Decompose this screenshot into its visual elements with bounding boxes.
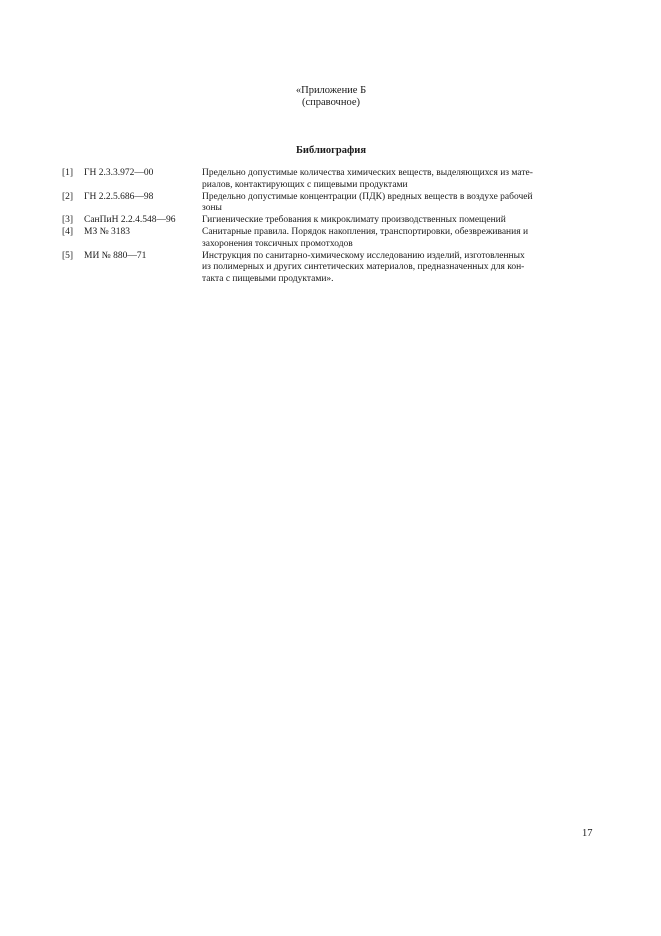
entry-description xyxy=(202,192,600,216)
appendix-title: «Приложение Б xyxy=(295,85,367,96)
entry-number: [4] xyxy=(62,226,74,237)
entry-code: МИ № 880—71 xyxy=(84,250,147,261)
entry-line: Инструкция по санитарно-химическому исследованию изделий, изготовленных xyxy=(202,250,525,261)
entry-code: СанПиН 2.2.4.548—96 xyxy=(84,215,176,226)
entry-code: ГН 2.3.3.972—00 xyxy=(84,168,154,178)
entry-line: Гигиенические требования к микроклимату производственных помещений xyxy=(202,215,506,226)
bibliography-entry xyxy=(62,215,602,227)
entry-number: [5] xyxy=(62,250,74,261)
bibliography-entry xyxy=(62,168,602,192)
entry-description xyxy=(202,251,600,286)
entry-line: Санитарные правила. Порядок накопления, транспортировки, обезвреживания и xyxy=(202,226,529,237)
bibliography-list xyxy=(62,168,602,286)
entry-code: ГН 2.2.5.686—98 xyxy=(84,191,154,202)
entry-description xyxy=(202,215,600,227)
entry-number: [2] xyxy=(62,191,74,202)
entry-number: [3] xyxy=(62,215,74,226)
bibliography-entry xyxy=(62,227,602,251)
bibliography-heading: Библиография xyxy=(295,145,367,156)
bibliography-entry xyxy=(62,251,602,286)
entry-line: Предельно допустимые количества химических веществ, выделяющихся из мате- xyxy=(202,168,533,178)
page-number: 17 xyxy=(582,828,593,839)
entry-number: [1] xyxy=(62,168,74,178)
entry-line: из полимерных и других синтетических материалов, предназначенных для кон- xyxy=(202,262,525,273)
entry-description xyxy=(202,168,600,192)
entry-code: МЗ № 3183 xyxy=(84,226,131,237)
entry-line: зоны xyxy=(202,203,222,214)
entry-line: такта с пищевыми продуктами». xyxy=(202,274,334,285)
entry-description xyxy=(202,227,600,251)
entry-line: риалов, контактирующих с пищевыми продуктами xyxy=(202,179,408,190)
entry-line: захоронения токсичных промотходов xyxy=(202,238,353,249)
entry-line: Предельно допустимые концентрации (ПДК) вредных веществ в воздухе рабочей xyxy=(202,191,533,202)
appendix-subtitle: (справочное) xyxy=(302,97,360,108)
bibliography-entry xyxy=(62,192,602,216)
